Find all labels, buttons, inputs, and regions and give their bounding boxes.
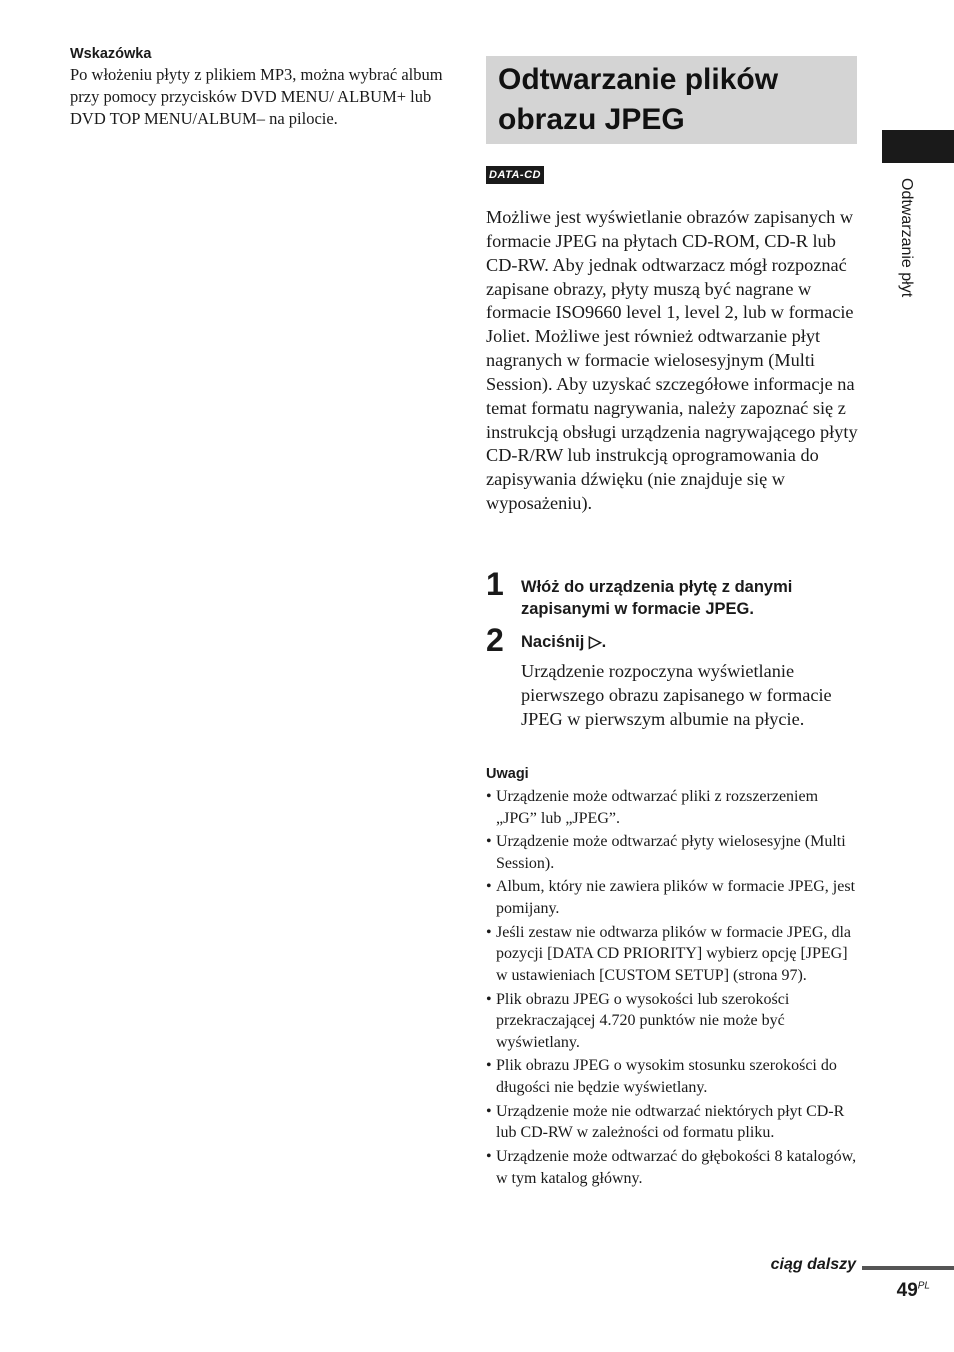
tip-heading: Wskazówka	[70, 46, 152, 62]
bullet: •	[486, 923, 492, 941]
section-title-line1: Odtwarzanie plików	[498, 63, 779, 96]
step-1-title: Włóż do urządzenia płytę z danymi zapisanymi w formacie JPEG.	[521, 578, 793, 618]
side-tab-label: Odtwarzanie płyt	[898, 178, 915, 298]
notes-heading: Uwagi	[486, 766, 529, 782]
bullet: •	[486, 1102, 492, 1120]
step-2-number: 2	[486, 622, 504, 658]
bullet: •	[486, 833, 492, 851]
step-2-title	[521, 631, 841, 653]
side-tab-block	[882, 130, 954, 163]
list-item: • Urządzenie może odtwarzać płyty wielosesyjne (Multi Session).	[486, 833, 846, 872]
page-number-value: 49	[896, 1280, 918, 1301]
list-item: • Urządzenie może odtwarzać do głębokości 8 katalogów, w tym katalog główny.	[486, 1147, 857, 1187]
page-number	[860, 1280, 930, 1302]
bullet: •	[486, 990, 492, 1008]
step-2-body: Urządzenie rozpoczyna wyświetlanie pierwszego obrazu zapisanego w formacie JPEG w pierwszym albumie na płycie.	[521, 661, 832, 729]
list-item: • Urządzenie może odtwarzać pliki z rozszerzeniem „JPG” lub „JPEG”.	[486, 788, 819, 827]
intro-paragraph: Możliwe jest wyświetlanie obrazów zapisanych w formacie JPEG na płytach CD-ROM, CD-R lub CD-RW. Aby jednak odtwarzacz mógł rozpoznać zapisane obrazy, płyty muszą być nagrane w formacie ISO9660 level 1, level 2, lub w formacie Joliet. Możliwe jest również odtwarzanie płyt nagranych w formacie wielosesyjnym (Multi Session). Aby uzyskać szczegółowe informacje na temat formatu nagrywania, należy zapoznać się z instrukcją obsługi urządzenia nagrywającego płyty CD-R/RW lub instrukcją oprogramowania do zapisywania dźwięku (nie znajduje się w wyposażeniu).	[486, 207, 858, 514]
bullet: •	[486, 788, 492, 805]
bullet: •	[486, 878, 492, 896]
list-item: • Urządzenie może nie odtwarzać niektórych płyt CD-R lub CD-RW w zależności od formatu pliku.	[486, 1102, 845, 1142]
continued-rule	[862, 1266, 954, 1270]
notes-section	[486, 766, 858, 1191]
section-title-line2: obrazu JPEG	[498, 103, 685, 136]
list-item: • Jeśli zestaw nie odtwarza plików w formacie JPEG, dla pozycji [DATA CD PRIORITY] wybierz opcję [JPEG] w ustawieniach [CUSTOM SETUP] (strona 97).	[486, 923, 852, 985]
page-number-suffix: PL	[917, 1280, 930, 1292]
step-2-title-text: Naciśnij	[521, 633, 585, 651]
data-cd-badge: DATA-CD	[486, 166, 544, 184]
step-1-number: 1	[486, 566, 504, 602]
bullet: •	[486, 1057, 492, 1075]
bullet: •	[486, 1147, 492, 1165]
tip-text: Po włożeniu płyty z plikiem MP3, można wybrać album przy pomocy przycisków DVD MENU/ ALBUM+ lub DVD TOP MENU/ALBUM– na pilocie.	[70, 65, 443, 128]
list-item: • Plik obrazu JPEG o wysokości lub szerokości przekraczającej 4.720 punktów nie może być wyświetlany.	[486, 990, 790, 1051]
section-title	[486, 56, 857, 144]
list-item: • Plik obrazu JPEG o wysokim stosunku szerokości do długości nie będzie wyświetlany.	[486, 1057, 837, 1097]
notes-list	[486, 786, 858, 1189]
continued-label: ciąg dalszy	[770, 1256, 856, 1273]
list-item: • Album, który nie zawiera plików w formacie JPEG, jest pomijany.	[486, 878, 856, 918]
tip-box	[70, 46, 450, 130]
play-icon: ▷.	[588, 633, 607, 651]
